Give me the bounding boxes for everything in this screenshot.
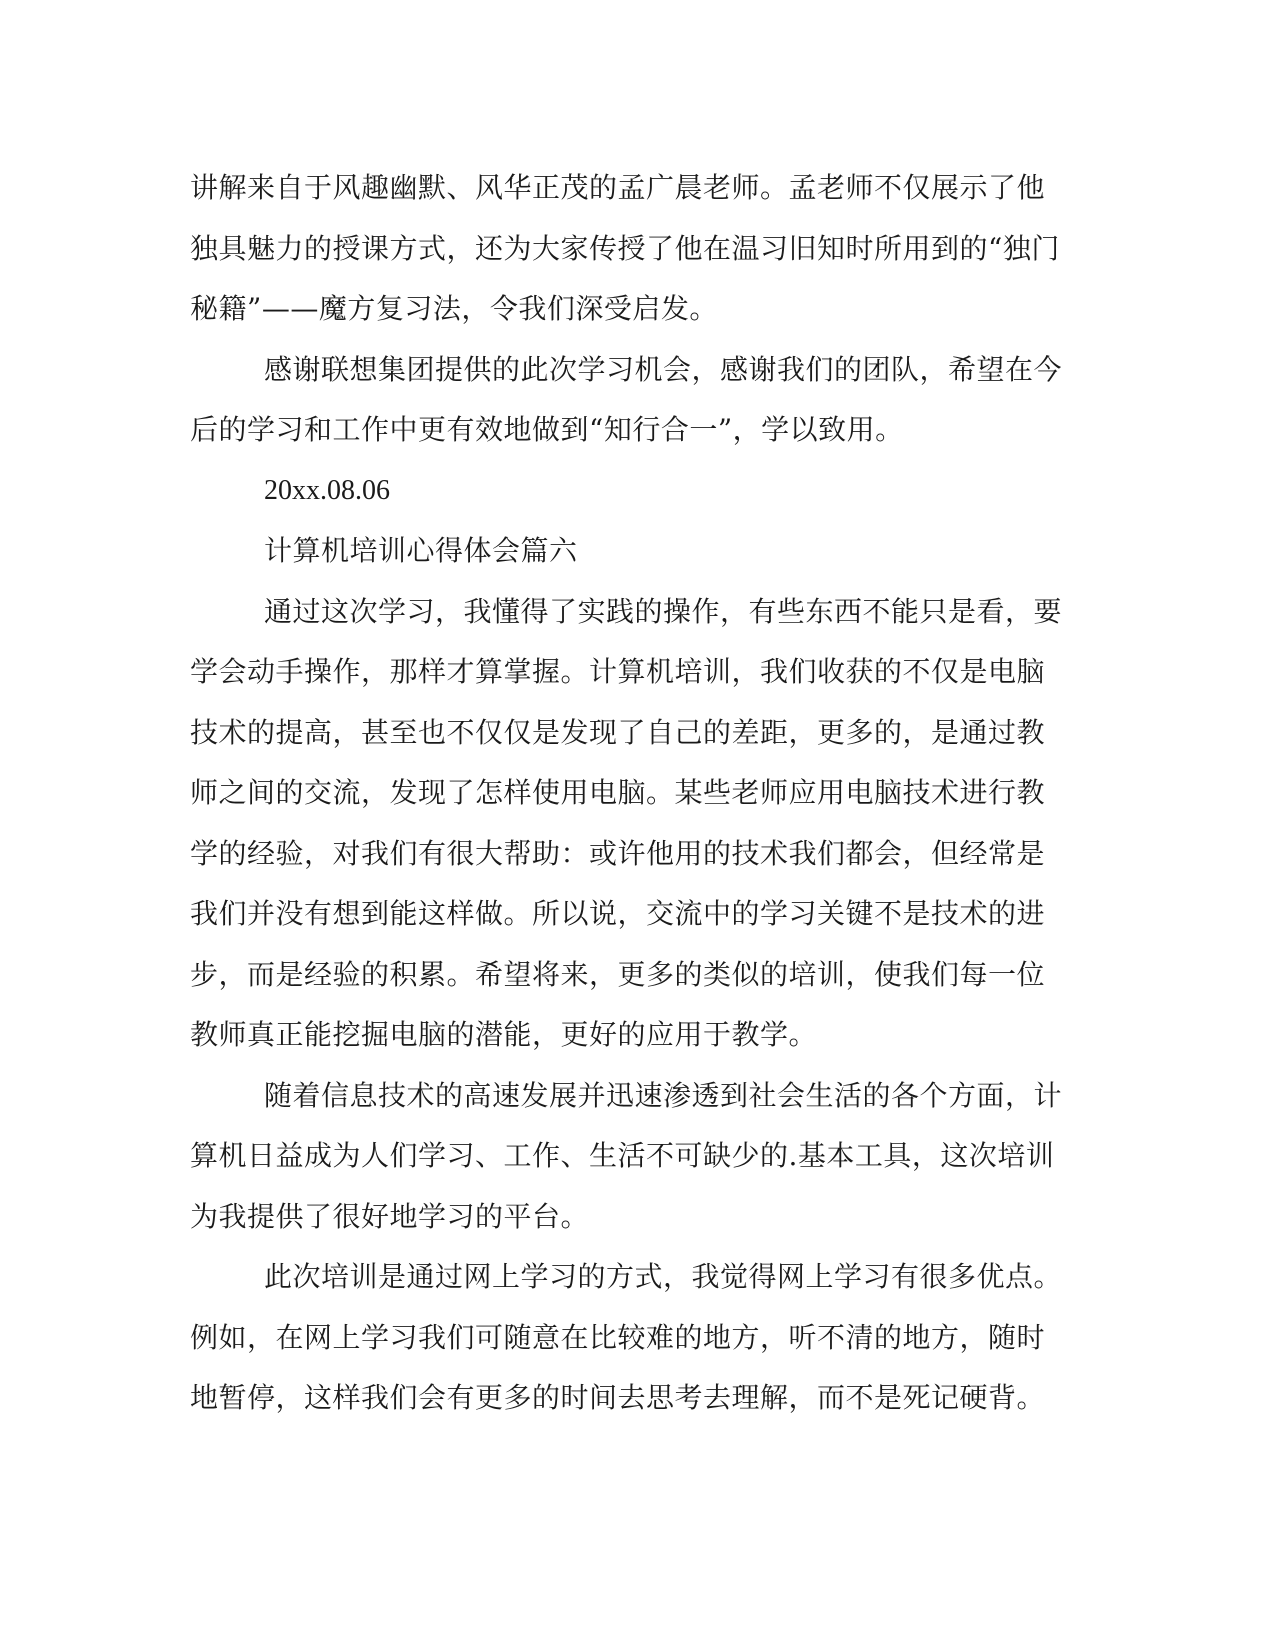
paragraph-online-learning xyxy=(190,1247,1082,1429)
text-line: 教师真正能挖掘电脑的潜能，更好的应用于教学。 xyxy=(190,1018,818,1051)
text-line: 学会动手操作，那样才算掌握。计算机培训，我们收获的不仅是电脑 xyxy=(190,655,1046,688)
text-line: 此次培训是通过网上学习的方式，我觉得网上学习有很多优点。 xyxy=(264,1260,1063,1293)
text-line: 我们并没有想到能这样做。所以说，交流中的学习关键不是技术的进 xyxy=(190,897,1046,930)
text-line: 例如，在网上学习我们可随意在比较难的地方，听不清的地方，随时 xyxy=(190,1320,1046,1354)
text-line: 后的学习和工作中更有效地做到“知行合一”，学以致用。 xyxy=(190,413,904,446)
text-line: 算机日益成为人们学习、工作、生活不可缺少的.基本工具，这次培训 xyxy=(190,1139,1055,1172)
paragraph-practice xyxy=(190,582,1082,1066)
paragraph-info-tech xyxy=(190,1066,1082,1248)
section-heading xyxy=(190,521,1082,582)
text-line: 步，而是经验的积累。希望将来，更多的类似的培训，使我们每一位 xyxy=(190,957,1046,991)
document-body xyxy=(190,158,1082,1429)
text-line: 学的经验，对我们有很大帮助：或许他用的技术我们都会，但经常是 xyxy=(190,836,1046,870)
text-line: 随着信息技术的高速发展并迅速渗透到社会生活的各个方面，计 xyxy=(264,1078,1063,1112)
paragraph-thanks xyxy=(190,340,1082,461)
text-line: 师之间的交流，发现了怎样使用电脑。某些老师应用电脑技术进行教 xyxy=(190,776,1046,809)
date-text: 20xx.08.06 xyxy=(264,474,390,506)
paragraph-teacher-meng xyxy=(190,158,1082,340)
paragraph-date xyxy=(190,461,1082,522)
text-line: 通过这次学习，我懂得了实践的操作，有些东西不能只是看，要 xyxy=(264,594,1063,628)
text-line: 讲解来自于风趣幽默、风华正茂的孟广晨老师。孟老师不仅展示了他 xyxy=(190,171,1046,204)
section-title: 计算机培训心得体会篇六 xyxy=(264,534,578,567)
text-line: 秘籍”——魔方复习法，令我们深受启发。 xyxy=(190,292,718,325)
text-line: 感谢联想集团提供的此次学习机会，感谢我们的团队，希望在今 xyxy=(264,352,1063,386)
text-line: 为我提供了很好地学习的平台。 xyxy=(190,1199,590,1233)
text-line: 独具魅力的授课方式，还为大家传授了他在温习旧知时所用到的“独门 xyxy=(190,231,1060,265)
text-line: 地暂停，这样我们会有更多的时间去思考去理解，而不是死记硬背。 xyxy=(190,1381,1046,1414)
text-line: 技术的提高，甚至也不仅仅是发现了自己的差距，更多的，是通过教 xyxy=(190,715,1046,749)
